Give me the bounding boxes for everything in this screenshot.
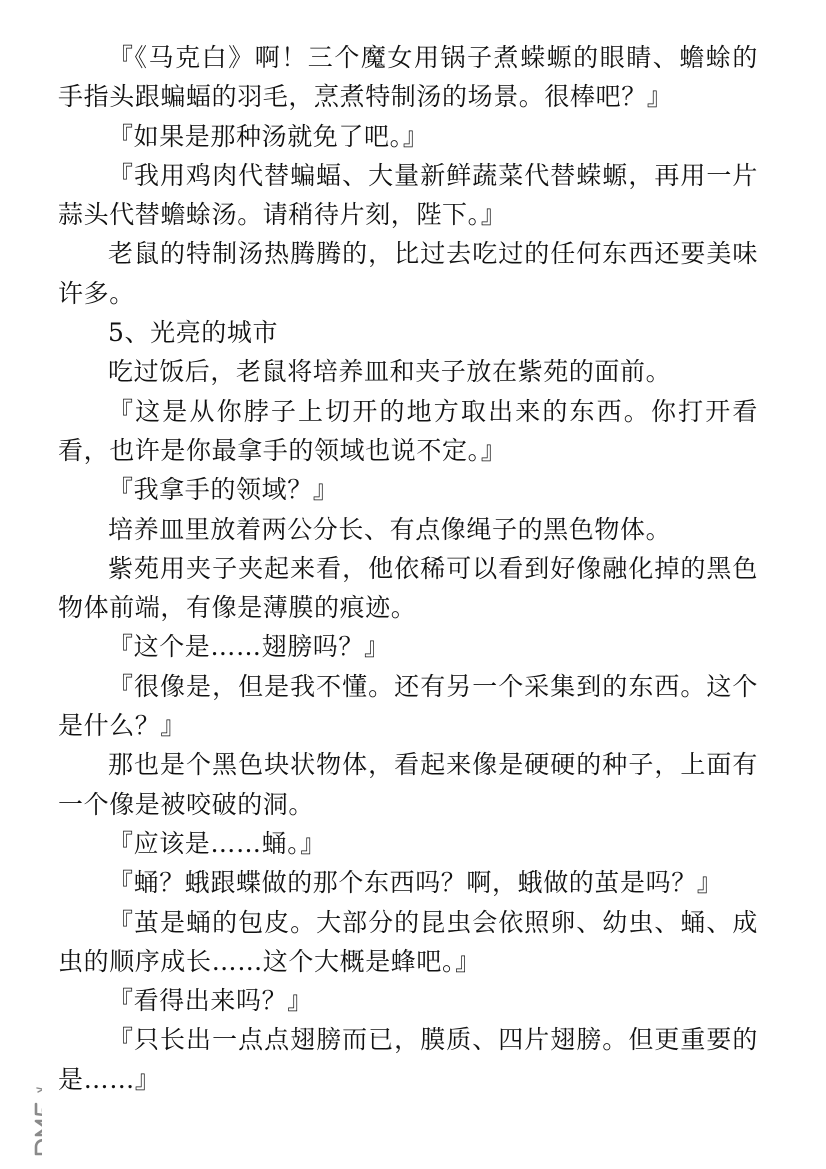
paragraph: 那也是个黑色块状物体，看起来像是硬硬的种子，上面有一个像是被咬破的洞。 [58, 750, 758, 819]
paragraph: 『看得出来吗？』 [108, 986, 313, 1016]
paragraph: 『这是从你脖子上切开的地方取出来的东西。你打开看看，也许是你最拿手的领域也说不定。』 [58, 396, 758, 465]
paragraph: 『我拿手的领域？』 [108, 475, 339, 505]
paragraph: 培养皿里放着两公分长、有点像绳子的黑色物体。 [108, 514, 672, 544]
dm5-watermark-logo [8, 1052, 42, 1158]
body-text [58, 38, 758, 1099]
paragraph: 『茧是蛹的包皮。大部分的昆虫会依照卵、幼虫、蛹、成虫的顺序成长……这个大概是蜂吧。』 [58, 907, 758, 976]
paragraph: 老鼠的特制汤热腾腾的，比过去吃过的任何东西还要美味许多。 [58, 239, 758, 308]
paragraph: 吃过饭后，老鼠将培养皿和夹子放在紫苑的面前。 [108, 357, 672, 387]
paragraph: 『我用鸡肉代替蝙蝠、大量新鲜蔬菜代替蝾螈，再用一片蒜头代替蟾蜍汤。请稍待片刻，陛下。』 [58, 160, 758, 230]
paragraph: 『《马克白》啊！三个魔女用锅子煮蝾螈的眼睛、蟾蜍的手指头跟蝙蝠的羽毛，烹煮特制汤的场景。很棒吧？』 [58, 43, 758, 112]
paragraph: 『很像是，但是我不懂。还有另一个采集到的东西。这个是什么？』 [58, 671, 758, 741]
paragraph: 『应该是……蛹。』 [108, 828, 326, 858]
section-heading: 5、光亮的城市 [108, 318, 279, 348]
paragraph: 『这个是……翅膀吗？』 [108, 632, 390, 662]
paragraph: 『蛹？蛾跟蝶做的那个东西吗？啊，蛾做的茧是吗？』 [108, 868, 723, 898]
paragraph: 紫苑用夹子夹起来看，他依稀可以看到好像融化掉的黑色物体前端，有像是薄膜的痕迹。 [58, 553, 758, 623]
paragraph: 『如果是那种汤就免了吧。』 [108, 121, 429, 151]
paragraph: 『只长出一点点翅膀而已，膜质、四片翅膀。但更重要的是……』 [58, 1025, 758, 1094]
